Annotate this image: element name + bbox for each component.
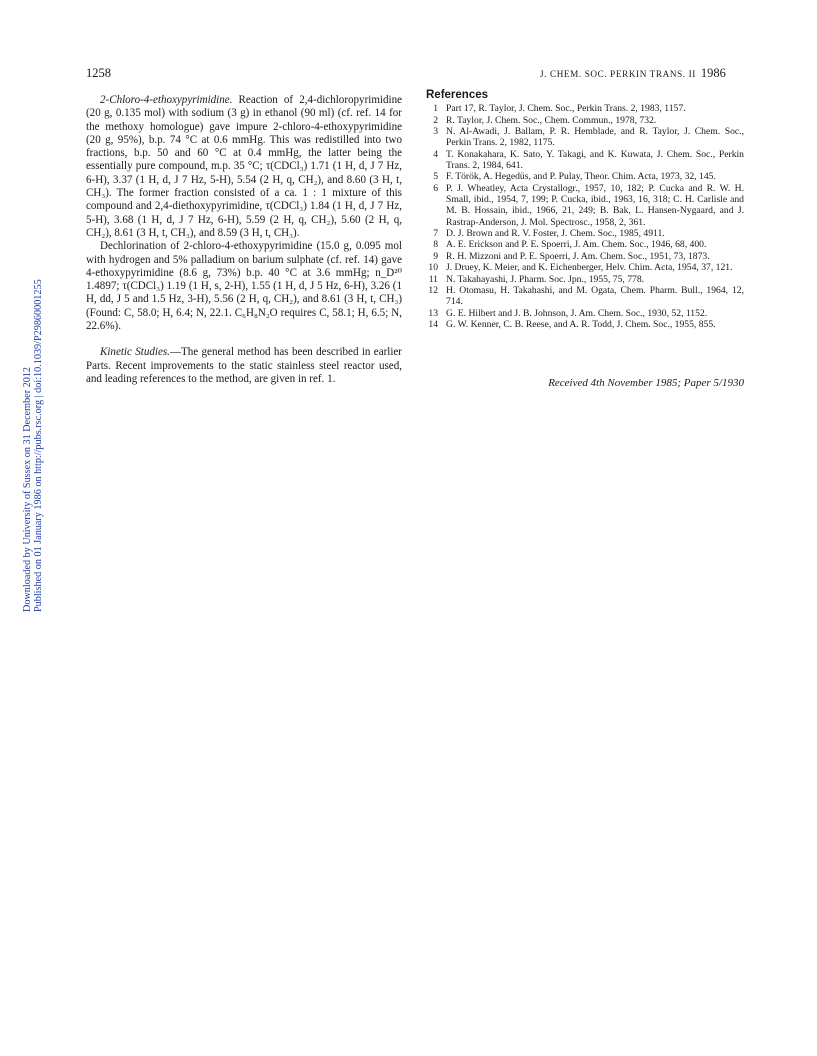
reference-number: 3	[433, 126, 438, 138]
reference-item	[426, 103, 744, 114]
reference-number: 7	[433, 228, 438, 240]
reference-number: 8	[433, 239, 438, 251]
download-provenance-note	[22, 279, 44, 612]
reference-text: H. Otomasu, H. Takahashi, and M. Ogata, Chem. Pharm. Bull., 1964, 12, 714.	[446, 284, 744, 308]
paragraph-preparation	[86, 94, 402, 240]
reference-text: A. E. Erickson and P. E. Spoerri, J. Am. Chem. Soc., 1946, 68, 400.	[446, 239, 707, 251]
reference-number: 4	[433, 148, 438, 160]
reference-item	[426, 239, 744, 250]
publication-doi-line[interactable]: Published on 01 January 1986 on http://pubs.rsc.org | doi:10.1039/P29860001255	[33, 279, 45, 612]
reference-number: 14	[428, 318, 438, 330]
references-heading: References	[426, 89, 489, 101]
reference-text: Part 17, R. Taylor, J. Chem. Soc., Perkin Trans. 2, 1983, 1157.	[446, 103, 686, 115]
download-note-line: Downloaded by University of Sussex on 31 December 2012	[22, 366, 33, 612]
reference-item	[426, 319, 744, 330]
journal-name: J. CHEM. SOC. PERKIN TRANS. II	[540, 69, 696, 79]
reference-text: P. J. Wheatley, Acta Crystallogr., 1957, 10, 182; P. Cucka and R. W. H. Small, ibid., 1954, 7, 199; P. Cucka, ibid., 1963, 16, 318; C. H. Carlisle and M. B. Hossain, ibid., 1966, 21, 249; B. Bak, L. Hansen-Nygaard, and J. Rastrap-Anderson, J. Mol. Spectrosc., 1958, 2, 361.	[446, 182, 744, 228]
reference-number: 6	[433, 182, 438, 194]
reference-text: D. J. Brown and R. V. Foster, J. Chem. Soc., 1985, 4911.	[446, 228, 665, 240]
journal-year: 1986	[700, 66, 726, 80]
reference-text: N. Al-Awadi, J. Ballam, P. R. Hemblade, and R. Taylor, J. Chem. Soc., Perkin Trans. 2, 1982, 1175.	[446, 126, 744, 149]
reference-text: G. W. Kenner, C. B. Reese, and A. R. Todd, J. Chem. Soc., 1955, 855.	[446, 318, 716, 330]
reference-text: G. E. Hilbert and J. B. Johnson, J. Am. Chem. Soc., 1930, 52, 1152.	[446, 307, 708, 319]
reference-text: F. Török, A. Hegedüs, and P. Pulay, Theor. Chim. Acta, 1973, 32, 145.	[446, 171, 716, 183]
reference-item	[426, 183, 744, 228]
reference-number: 1	[433, 103, 438, 115]
reference-number: 11	[428, 273, 438, 285]
left-column	[86, 94, 402, 386]
paragraph-text: —The general method has been described in earlier Parts. Recent improvements to the static stainless steel reactor used, and leading references to the method, are given in ref. 1.	[86, 346, 402, 385]
reference-number: 13	[428, 307, 438, 319]
paragraph-kinetic-studies	[86, 346, 402, 386]
compound-heading: 2-Chloro-4-ethoxypyrimidine.	[100, 94, 233, 106]
reference-text: N. Takahayashi, J. Pharm. Soc. Jpn., 1955, 75, 778.	[446, 273, 645, 285]
received-date-line: Received 4th November 1985; Paper 5/1930	[548, 377, 744, 389]
reference-text: R. Taylor, J. Chem. Soc., Chem. Commun., 1978, 732.	[446, 114, 657, 126]
references-column	[426, 90, 744, 330]
reference-item	[426, 115, 744, 126]
section-heading: Kinetic Studies.	[100, 346, 170, 359]
reference-item	[426, 262, 744, 273]
paragraph-text: Reaction of 2,4-dichloropyrimidine (20 g, 0.135 mol) with sodium (3 g) in ethanol (90 ml) (cf. ref. 14 for the methoxy homologue) gave impure 2-chloro-4-ethoxypyrimidine (20 g, 95%), b.p. 74 °C at 0.6 mmHg. This was redistilled into two fractions, b.p. 50 and 60 °C at 0.4 mmHg, the latter being the essentially pure compound, m.p. 35 °C; τ(CDCl₃) 1.71 (1 H, d, J 7 Hz, 6-H), 3.37 (1 H, d, J 7 Hz, 5-H), 5.54 (2 H, q, CH₂), and 8.60 (3 H, t, CH₃). The former fraction consisted of a ca. 1 : 1 mixture of this compound and 2,4-diethoxypyrimidine, τ(CDCl₃) 1.84 (1 H, d, J 7 Hz, 5-H), 3.68 (1 H, d, J 7 Hz, 6-H), 5.59 (2 H, q, CH₂), 5.60 (2 H, q, CH₂), 8.61 (3 H, t, CH₃), and 8.59 (3 H, t, CH₃).	[86, 94, 402, 239]
reference-item	[426, 274, 744, 285]
reference-item	[426, 308, 744, 319]
reference-number: 5	[433, 171, 438, 183]
reference-number: 9	[433, 250, 438, 262]
reference-list	[426, 103, 744, 330]
reference-text: R. H. Mizzoni and P. E. Spoerri, J. Am. Chem. Soc., 1951, 73, 1873.	[446, 250, 710, 262]
reference-item	[426, 251, 744, 262]
reference-text: J. Druey, K. Meier, and K. Eichenberger, Helv. Chim. Acta, 1954, 37, 121.	[446, 262, 733, 274]
page-number: 1258	[86, 66, 111, 80]
reference-item	[426, 149, 744, 172]
reference-item	[426, 171, 744, 182]
paragraph-dechlorination: Dechlorination of 2-chloro-4-ethoxypyrimidine (15.0 g, 0.095 mol with hydrogen and 5% palladium on barium sulphate (cf. ref. 14) gave 4-ethoxypyrimidine (8.6 g, 73%) b.p. 40 °C at 3.6 mmHg; n_D²⁰ 1.4897; τ(CDCl₃) 1.19 (1 H, s, 2-H), 1.55 (1 H, d, J 5 Hz, 6-H), 3.26 (1 H, dd, J 5 and 1.5 Hz, 3-H), 5.56 (2 H, q, CH₂), and 8.61 (3 H, t, CH₃) (Found: C, 58.0; H, 6.4; N, 22.1. C₆H₈N₂O requires C, 58.1; H, 6.5; N, 22.6%).	[86, 240, 402, 333]
reference-text: T. Konakahara, K. Sato, Y. Takagi, and K. Kuwata, J. Chem. Soc., Perkin Trans. 2, 1984, 641.	[446, 148, 744, 172]
reference-number: 12	[428, 284, 438, 296]
reference-item	[426, 126, 744, 149]
running-head	[540, 66, 726, 81]
reference-item	[426, 285, 744, 308]
reference-number: 10	[428, 262, 438, 274]
reference-number: 2	[433, 114, 438, 126]
reference-item	[426, 228, 744, 239]
